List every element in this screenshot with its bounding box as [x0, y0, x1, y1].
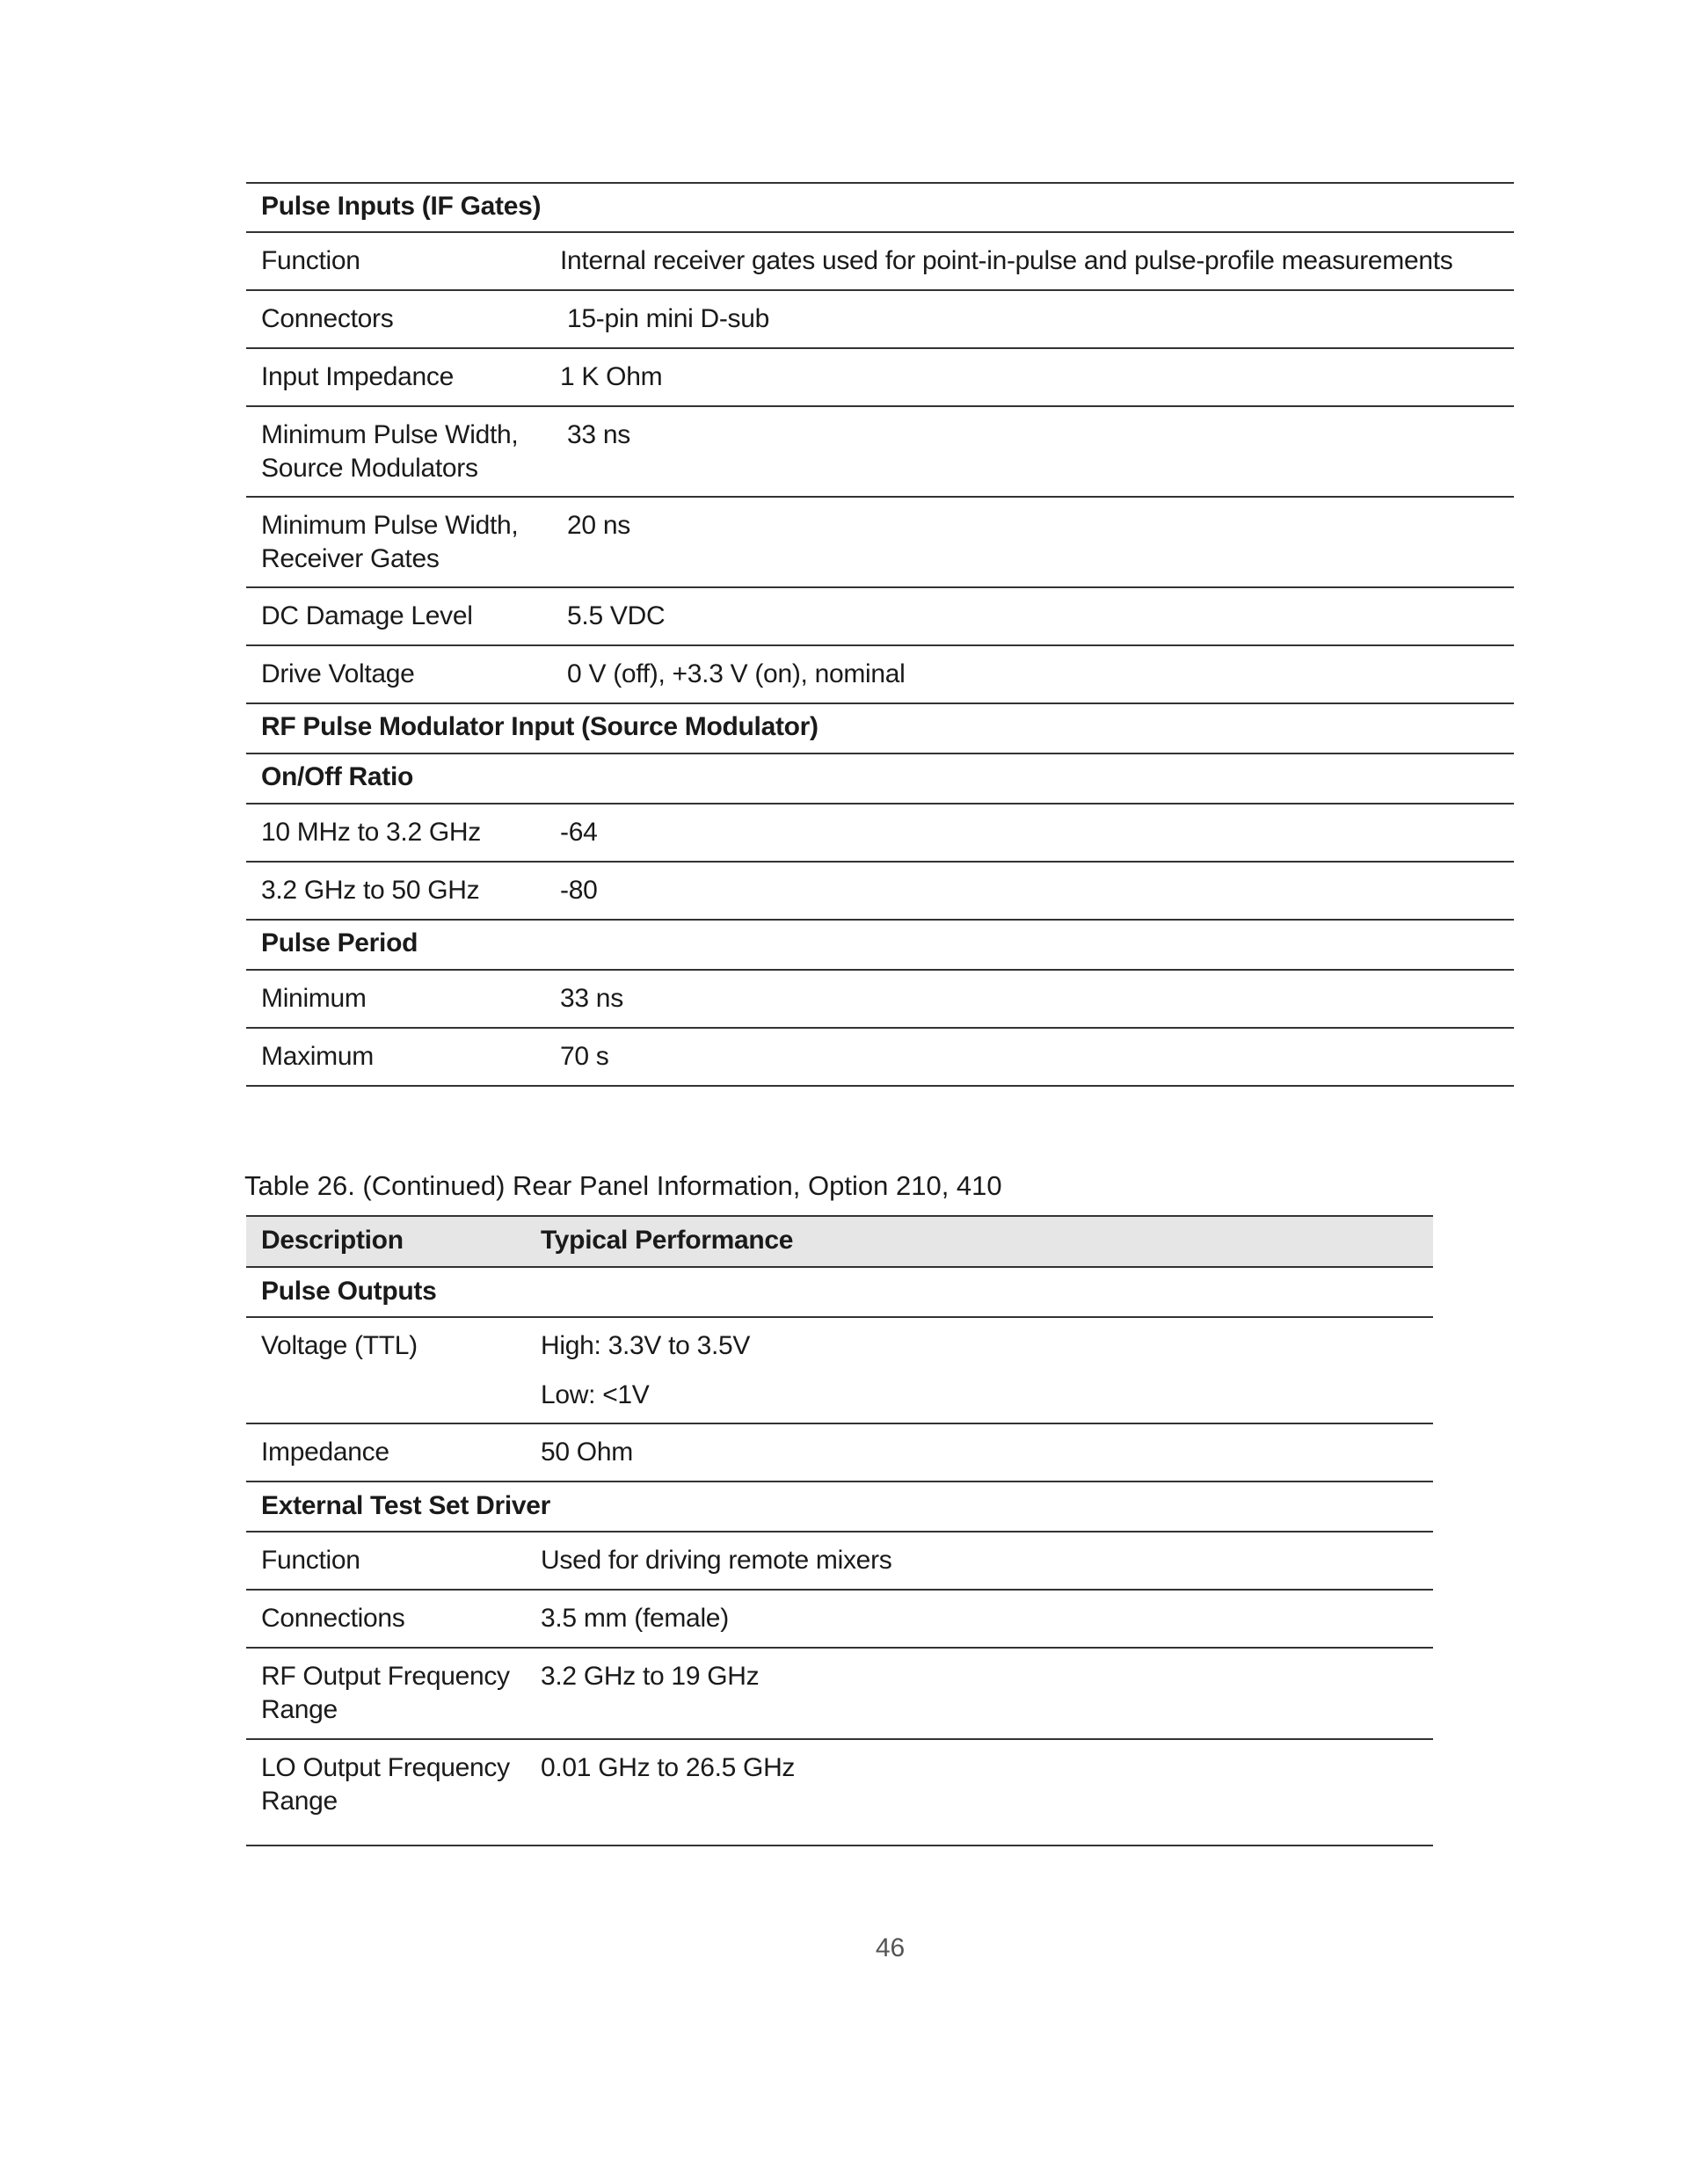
row-value: Low: <1V [541, 1380, 650, 1409]
row-value-cell [541, 1739, 1433, 1845]
row-label: Range [261, 1695, 338, 1724]
row-value-cell [560, 290, 1514, 348]
section-heading: Pulse Inputs (IF Gates) [261, 192, 542, 221]
row-label-cell [246, 290, 560, 348]
section-heading: External Test Set Driver [261, 1491, 551, 1520]
row-label: Source Modulators [261, 454, 478, 483]
table-row [246, 804, 1514, 862]
row-value: 20 ns [560, 511, 630, 540]
row-label-cell [246, 1028, 560, 1086]
row-value: 3.2 GHz to 19 GHz [541, 1662, 760, 1691]
section-row [246, 183, 1514, 232]
row-label-cell [246, 1532, 541, 1590]
section-heading: Pulse Period [261, 928, 418, 957]
row-value-cell [560, 497, 1514, 587]
row-label-cell [246, 587, 560, 645]
section-row [246, 703, 1514, 753]
row-label: 3.2 GHz to 50 GHz [261, 876, 480, 905]
row-label-cell [246, 1590, 541, 1648]
row-value: 3.5 mm (female) [541, 1604, 729, 1633]
typical-performance-header: Typical Performance [541, 1226, 794, 1255]
row-value: 1 K Ohm [560, 362, 663, 391]
row-label-cell [246, 970, 560, 1028]
row-value-cell [560, 970, 1514, 1028]
row-value-cell [560, 232, 1514, 290]
row-label: Connections [261, 1604, 405, 1633]
section-row [246, 1481, 1433, 1532]
table-row [246, 406, 1514, 497]
pulse-inputs-table [246, 182, 1514, 1087]
table-row [246, 290, 1514, 348]
table-row [246, 1028, 1514, 1086]
table-row [246, 497, 1514, 587]
table-row [246, 1532, 1433, 1590]
section-row [246, 1267, 1433, 1317]
row-label: Maximum [261, 1042, 374, 1071]
row-label-cell [246, 406, 560, 497]
row-label: Function [261, 1546, 360, 1575]
row-label: RF Output Frequency [261, 1662, 510, 1691]
row-label-cell [246, 232, 560, 290]
page-number: 46 [875, 1933, 906, 1962]
description-header: Description [261, 1226, 404, 1255]
row-label-cell [246, 1423, 541, 1481]
row-value-cell [541, 1590, 1433, 1648]
table-row [246, 348, 1514, 406]
table-row [246, 1648, 1433, 1739]
row-label-cell [246, 804, 560, 862]
section-heading: RF Pulse Modulator Input (Source Modulator) [261, 712, 819, 741]
row-value: -80 [560, 876, 598, 905]
row-value-cell [560, 645, 1514, 703]
row-label-cell [246, 645, 560, 703]
row-value: 5.5 VDC [560, 601, 666, 630]
row-label: LO Output Frequency [261, 1753, 510, 1782]
row-value-cell [560, 1028, 1514, 1086]
row-value: High: 3.3V to 3.5V [541, 1331, 751, 1360]
row-value: 33 ns [560, 420, 630, 449]
row-value-cell [541, 1423, 1433, 1481]
row-label-cell [246, 1648, 541, 1739]
section-row [246, 753, 1514, 804]
row-label: 10 MHz to 3.2 GHz [261, 818, 481, 847]
section-row [246, 920, 1514, 970]
row-value-cell [541, 1532, 1433, 1590]
row-value-cell [560, 804, 1514, 862]
row-value-cell [560, 348, 1514, 406]
table-row [246, 587, 1514, 645]
row-value: 0 V (off), +3.3 V (on), nominal [560, 659, 906, 688]
table-row [246, 862, 1514, 920]
table-row [246, 1317, 1433, 1423]
table-row [246, 232, 1514, 290]
row-label: Impedance [261, 1438, 389, 1467]
row-label: Function [261, 246, 360, 275]
row-value-cell [560, 862, 1514, 920]
row-value: Internal receiver gates used for point-in-pulse and pulse-profile measurements [560, 246, 1453, 275]
row-label-cell [246, 1317, 541, 1423]
section-heading: On/Off Ratio [261, 762, 414, 791]
row-label: Range [261, 1787, 338, 1816]
table-row [246, 970, 1514, 1028]
row-value: 33 ns [560, 984, 623, 1013]
row-label: DC Damage Level [261, 601, 473, 630]
row-label-cell [246, 1739, 541, 1845]
row-value: -64 [560, 818, 598, 847]
row-value: 50 Ohm [541, 1438, 633, 1467]
row-value-cell [560, 406, 1514, 497]
table-row [246, 645, 1514, 703]
table-row [246, 1423, 1433, 1481]
row-value-cell [560, 587, 1514, 645]
row-label-cell [246, 497, 560, 587]
row-value: Used for driving remote mixers [541, 1546, 892, 1575]
rear-panel-table [246, 1215, 1433, 1846]
row-value-cell [541, 1317, 1433, 1423]
row-label-cell [246, 862, 560, 920]
row-label: Voltage (TTL) [261, 1331, 418, 1360]
section-heading: Pulse Outputs [261, 1277, 437, 1306]
rear-panel-table-body [246, 1216, 1433, 1845]
row-label-cell [246, 348, 560, 406]
row-value: 15-pin mini D-sub [560, 304, 770, 333]
row-label: Connectors [261, 304, 394, 333]
row-label: Minimum Pulse Width, [261, 420, 519, 449]
row-label: Input Impedance [261, 362, 454, 391]
row-value: 70 s [560, 1042, 609, 1071]
row-value-cell [541, 1648, 1433, 1739]
table-header-row [246, 1216, 1433, 1267]
pulse-inputs-table-body [246, 183, 1514, 1086]
table-row [246, 1739, 1433, 1845]
row-value: 0.01 GHz to 26.5 GHz [541, 1753, 796, 1782]
row-label: Drive Voltage [261, 659, 415, 688]
row-label: Receiver Gates [261, 544, 440, 573]
table-caption: Table 26. (Continued) Rear Panel Information, Option 210, 410 [244, 1170, 1002, 1201]
table-row [246, 1590, 1433, 1648]
row-label: Minimum [261, 984, 367, 1013]
row-label: Minimum Pulse Width, [261, 511, 519, 540]
